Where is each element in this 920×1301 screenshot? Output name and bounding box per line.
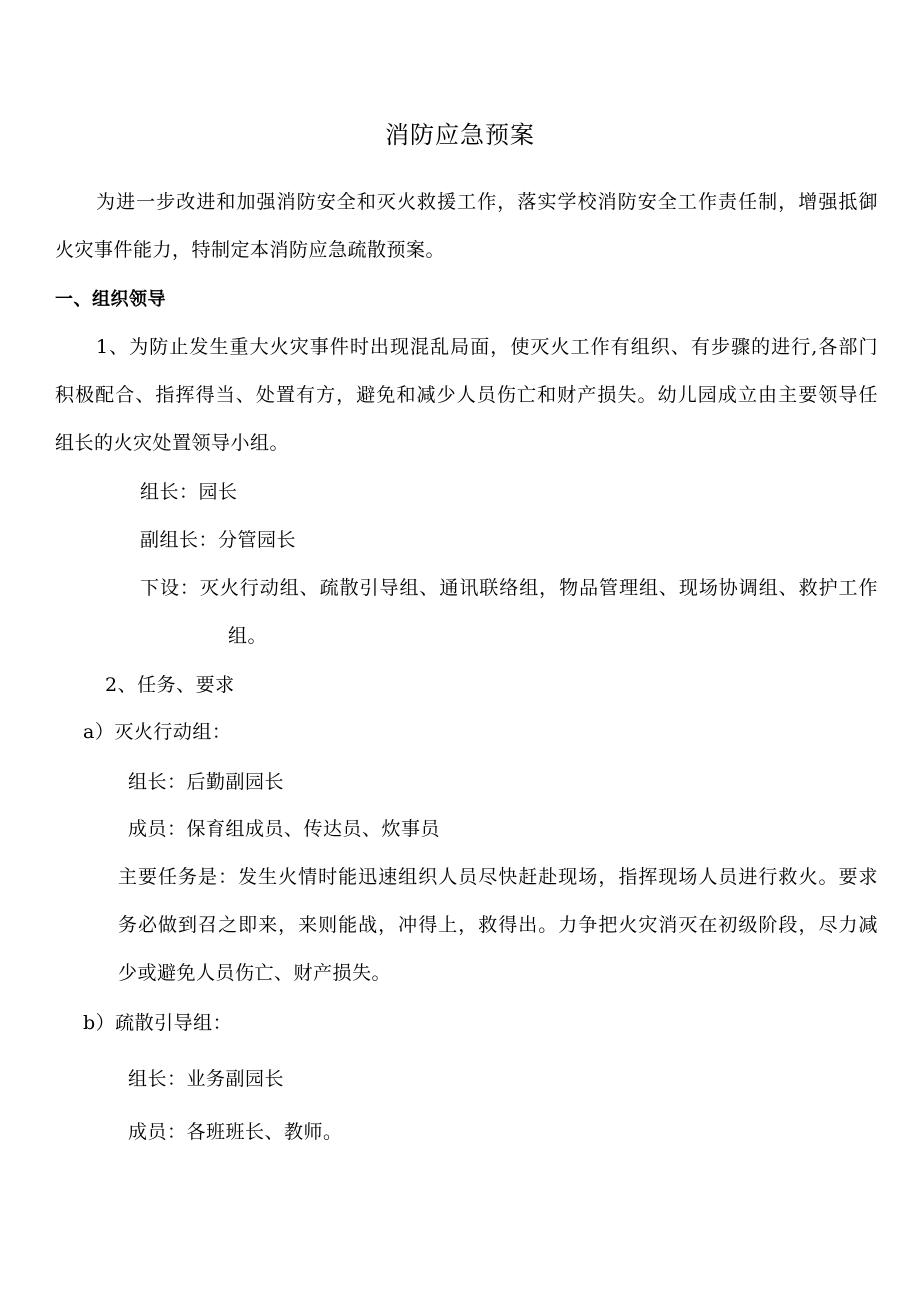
document-title: 消防应急预案 [385,121,535,149]
intro-line-1: 为进一步改进和加强消防安全和灭火救援工作，落实学校消防安全工作责任制，增强抵御 [96,191,878,213]
item1-line-3: 组长的火灾处置领导小组。 [55,432,290,454]
item2-tasks-heading: 2、任务、要求 [105,674,235,696]
group-b-members: 成员：各班班长、教师。 [128,1121,343,1143]
group-a-task-line-3: 少或避免人员伤亡、财产损失。 [118,962,392,984]
intro-line-2: 火灾事件能力，特制定本消防应急疏散预案。 [55,239,446,261]
group-b-heading: b）疏散引导组： [83,1012,233,1034]
deputy-leader-line: 副组长：分管园长 [140,529,297,551]
group-a-members: 成员：保育组成员、传达员、炊事员 [128,818,441,840]
item1-line-2: 积极配合、指挥得当、处置有方，避免和减少人员伤亡和财产损失。幼儿园成立由主要领导任 [55,384,878,406]
section-heading-organization: 一、组织领导 [55,289,166,310]
group-a-task-line-1: 主要任务是：发生火情时能迅速组织人员尽快赶赴现场，指挥现场人员进行救火。要求 [118,866,878,888]
group-a-task-line-2: 务必做到召之即来，来则能战，冲得上，救得出。力争把火灾消灭在初级阶段，尽力减 [118,914,878,936]
group-a-heading: a）灭火行动组： [83,721,232,743]
group-a-leader: 组长：后勤副园长 [128,771,285,793]
leader-line: 组长：园长 [140,481,238,503]
group-b-leader: 组长：业务副园长 [128,1068,285,1090]
subgroups-line-1: 下设：灭火行动组、疏散引导组、通讯联络组，物品管理组、现场协调组、救护工作 [140,577,878,599]
item1-line-1: 1、为防止发生重大火灾事件时出现混乱局面，使灭火工作有组织、有步骤的进行,各部门 [96,336,878,358]
subgroups-line-2: 组。 [228,625,268,647]
